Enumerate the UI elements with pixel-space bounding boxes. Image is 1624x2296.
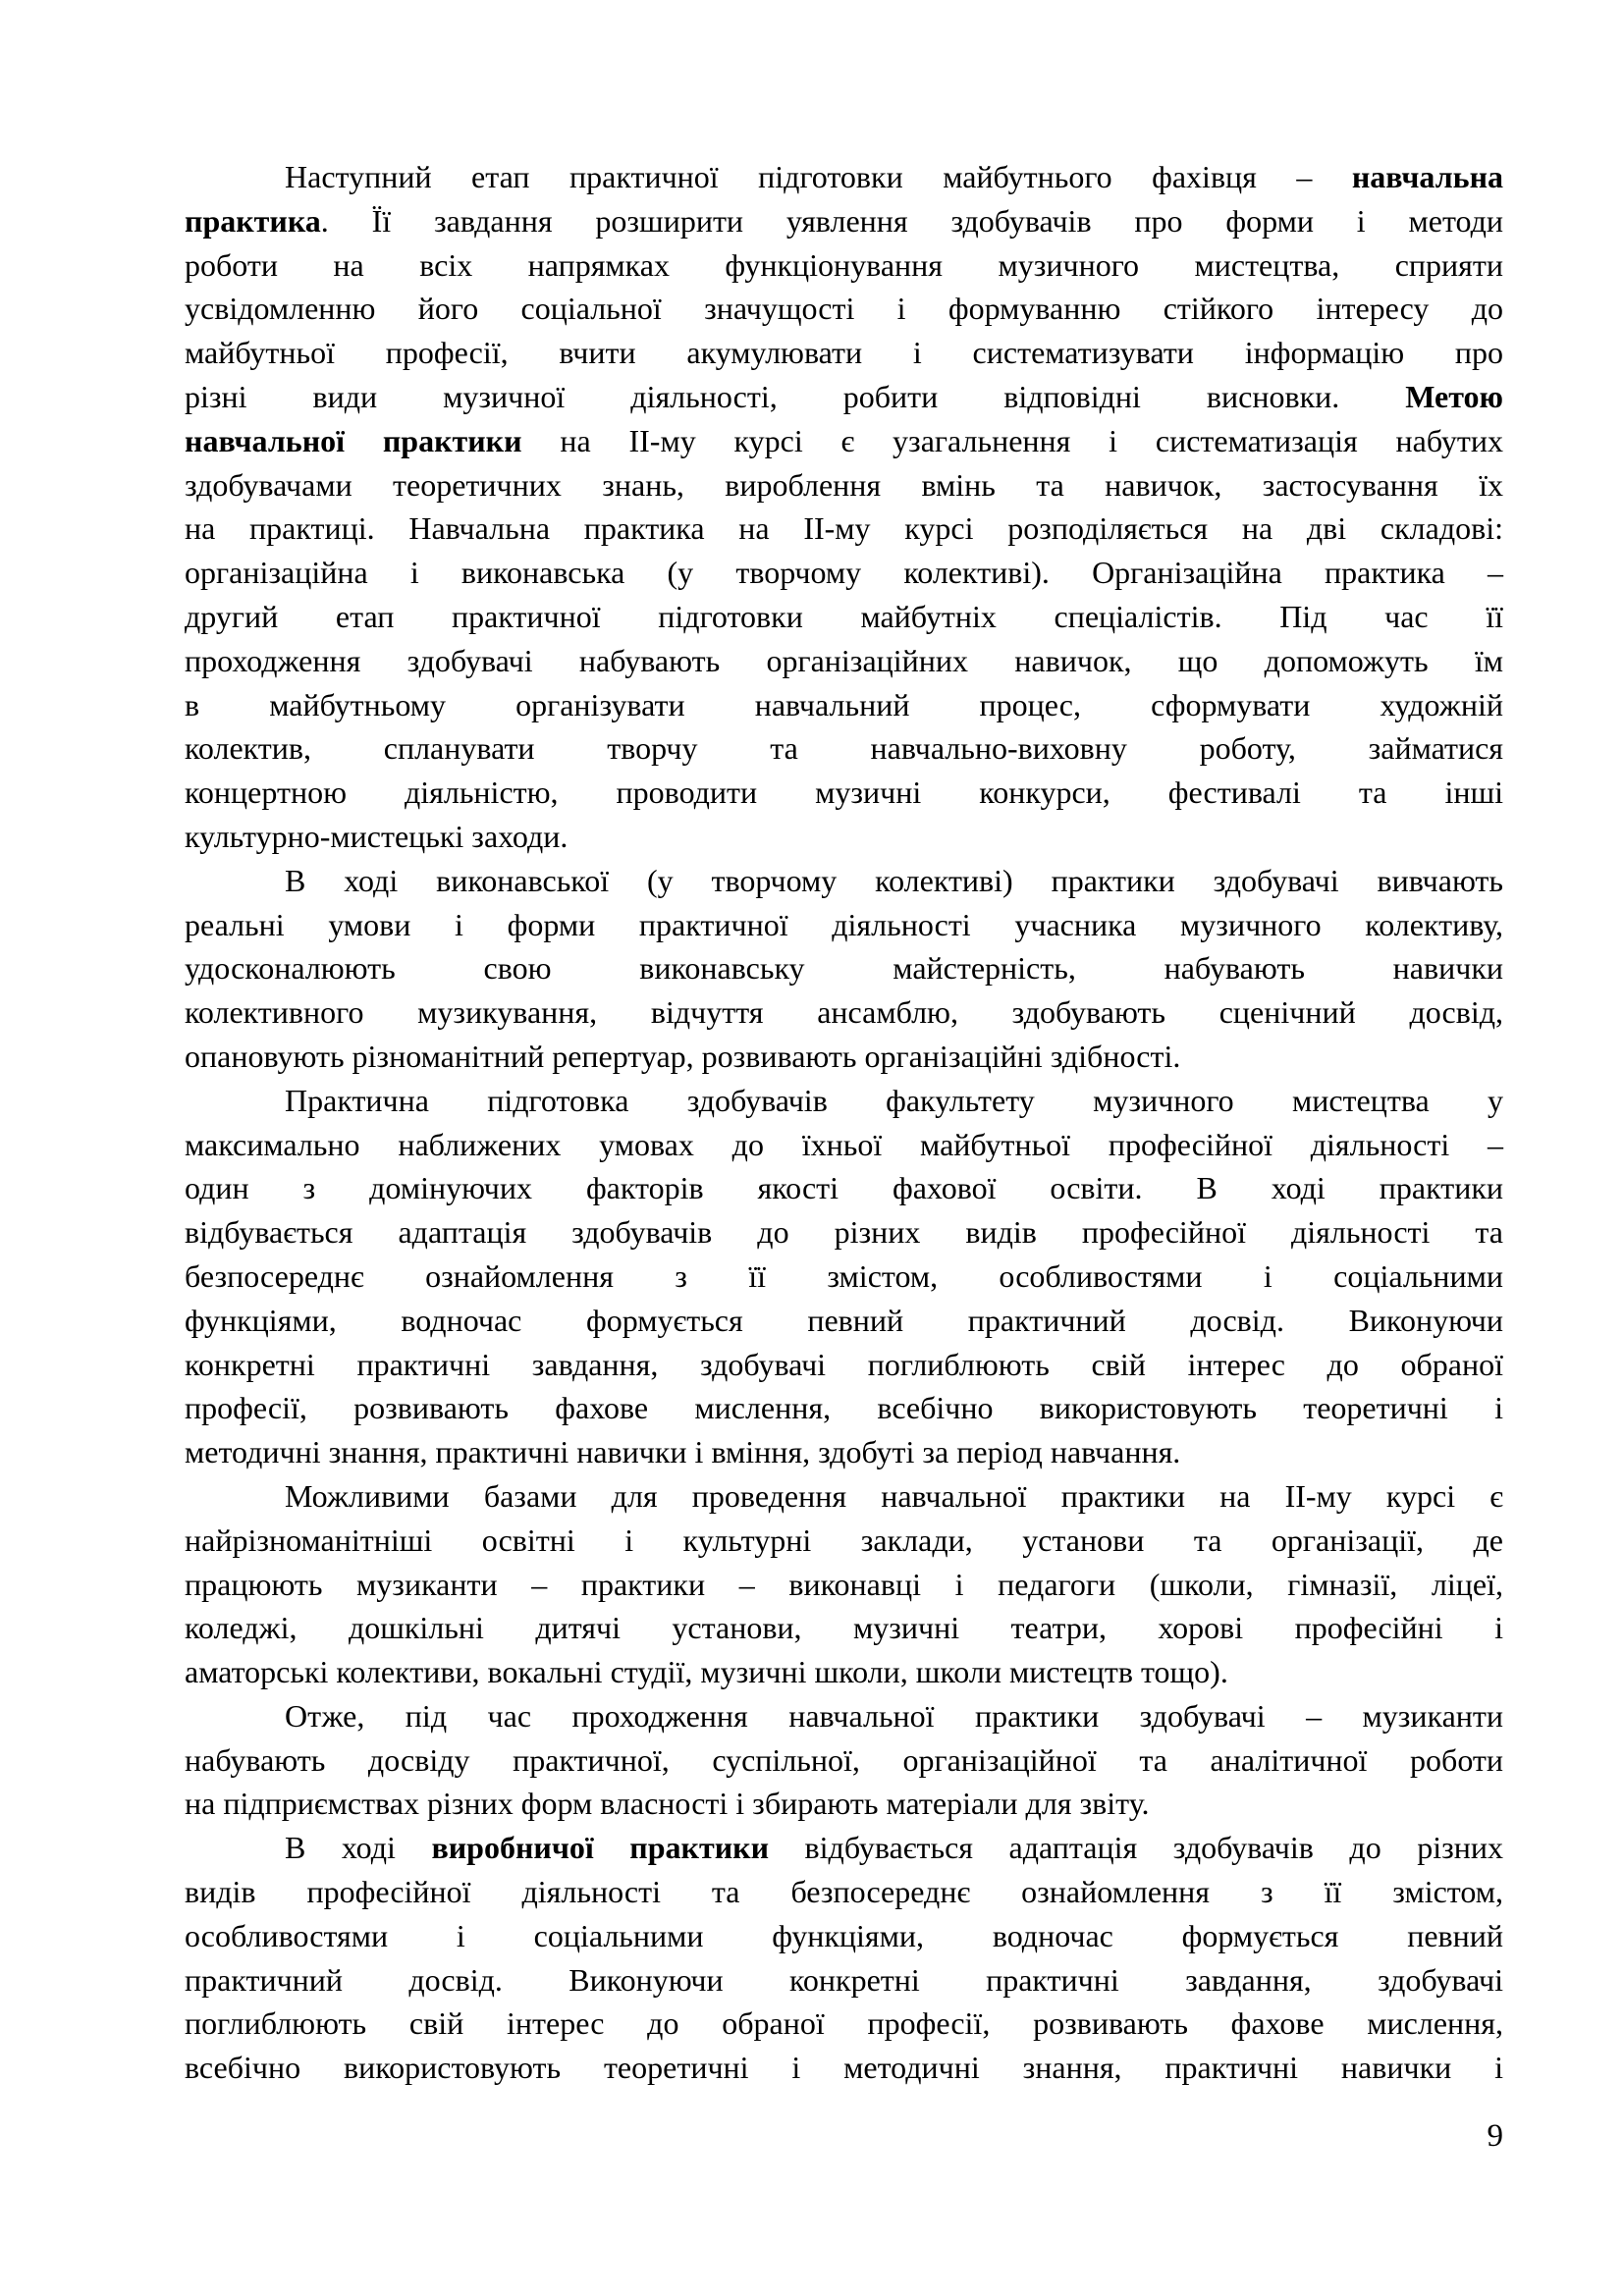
text-line: особливостями і соціальними функціями, водночас формується певний <box>185 1917 1503 1953</box>
text-line: на підприємствах різних форм власності і збирають матеріали для звіту. <box>185 1786 1150 1822</box>
text-line: Практична підготовка здобувачів факультету музичного мистецтва у <box>285 1082 1503 1118</box>
text-line: працюють музиканти – практики – виконавці і педагоги (школи, гімназії, ліцеї, <box>185 1566 1503 1602</box>
text-line: відбувається адаптація здобувачів до різних видів професійної діяльності та <box>185 1214 1503 1251</box>
text-line: конкретні практичні завдання, здобувачі поглиблюють свій інтерес до обраної <box>185 1346 1503 1382</box>
text-line: в майбутньому організувати навчальний процес, сформувати художній <box>185 686 1503 722</box>
text-line: колектив, спланувати творчу та навчально-виховну роботу, займатися <box>185 730 1503 767</box>
paragraph <box>185 1694 1503 1826</box>
text-line: видів професійної діяльності та безпосереднє ознайомлення з її змістом, <box>185 1874 1503 1910</box>
text-line: різні види музичної діяльності, робити відповідні висновки. Метою <box>185 378 1503 414</box>
paragraph <box>185 155 1503 859</box>
bold-emphasis: навчальна <box>1351 159 1503 194</box>
paragraph <box>185 1079 1503 1474</box>
text-line: на практиці. Навчальна практика на ІІ-му курсі розподіляється на дві складові: <box>185 510 1503 547</box>
text-line: роботи на всіх напрямках функціонування музичного мистецтва, сприяти <box>185 246 1503 283</box>
text-line: практичний досвід. Виконуючи конкретні практичні завдання, здобувачі <box>185 1961 1503 1998</box>
text-line: удосконалюють свою виконавську майстерність, набувають навички <box>185 950 1503 987</box>
text-line: опановують різноманітний репертуар, розвивають організаційні здібності. <box>185 1038 1181 1074</box>
paragraph <box>185 1474 1503 1694</box>
text-line: найрізноманітніші освітні і культурні заклади, установи та організації, де <box>185 1522 1503 1558</box>
text-line: методичні знання, практичні навички і вміння, здобуті за період навчання. <box>185 1434 1181 1470</box>
text-line: колективного музикування, відчуття ансамблю, здобувають сценічний досвід, <box>185 994 1503 1031</box>
text-line: усвідомленню його соціальної значущості і формуванню стійкого інтересу до <box>185 291 1503 327</box>
text-line: безпосереднє ознайомлення з її змістом, особливостями і соціальними <box>185 1257 1503 1294</box>
paragraph <box>185 1826 1503 2090</box>
text-line: аматорські колективи, вокальні студії, музичні школи, школи мистецтв тощо). <box>185 1654 1228 1690</box>
text-line: концертною діяльністю, проводити музичні конкурси, фестивалі та інші <box>185 774 1503 811</box>
text-line: навчальної практики на ІІ-му курсі є узагальнення і систематизація набутих <box>185 422 1504 458</box>
text-line: другий етап практичної підготовки майбутніх спеціалістів. Під час її <box>185 598 1503 634</box>
text-line: Можливими базами для проведення навчальної практики на ІІ-му курсі є <box>285 1477 1503 1514</box>
text-line: коледжі, дошкільні дитячі установи, музичні театри, хорові професійні і <box>185 1610 1503 1646</box>
text-line: В ході виробничої практики відбувається адаптація здобувачів до різних <box>285 1830 1503 1866</box>
text-line: один з домінуючих факторів якості фахової освіти. В ході практики <box>185 1170 1503 1206</box>
text-line: функціями, водночас формується певний практичний досвід. Виконуючи <box>185 1302 1503 1338</box>
text-line: професії, розвивають фахове мислення, всебічно використовують теоретичні і <box>185 1390 1503 1426</box>
text-line: В ході виконавської (у творчому колективі) практики здобувачі вивчають <box>285 862 1503 898</box>
text-line: культурно-мистецькі заходи. <box>185 818 568 854</box>
bold-emphasis: практика <box>185 202 321 239</box>
text-line: реальні умови і форми практичної діяльності учасника музичного колективу, <box>185 906 1503 942</box>
bold-emphasis: Метою <box>1405 378 1503 414</box>
document-text <box>185 155 1503 2090</box>
text-line: проходження здобувачі набувають організаційних навичок, що допоможуть їм <box>185 642 1503 678</box>
text-line: майбутньої професії, вчити акумулювати і систематизувати інформацію про <box>185 335 1503 371</box>
text-line: здобувачами теоретичних знань, вироблення вмінь та навичок, застосування їх <box>185 466 1503 503</box>
bold-emphasis: навчальної практики <box>185 422 522 458</box>
text-line: організаційна і виконавська (у творчому колективі). Організаційна практика – <box>185 555 1503 591</box>
bold-emphasis: виробничої практики <box>431 1830 769 1866</box>
text-line: максимально наближених умовах до їхньої майбутньої професійної діяльності – <box>185 1126 1503 1162</box>
text-line: Отже, під час проходження навчальної практики здобувачі – музиканти <box>285 1697 1503 1734</box>
text-line: набувають досвіду практичної, суспільної, організаційної та аналітичної роботи <box>185 1741 1503 1778</box>
page-number: 9 <box>1487 2118 1503 2154</box>
text-line: поглиблюють свій інтерес до обраної професії, розвивають фахове мислення, <box>185 2005 1503 2042</box>
text-line: всебічно використовують теоретичні і методичні знання, практичні навички і <box>185 2050 1503 2086</box>
paragraph <box>185 859 1503 1079</box>
text-line: Наступний етап практичної підготовки майбутнього фахівця – навчальна <box>285 159 1503 194</box>
text-line: практика. Її завдання розширити уявлення здобувачів про форми і методи <box>185 202 1503 239</box>
